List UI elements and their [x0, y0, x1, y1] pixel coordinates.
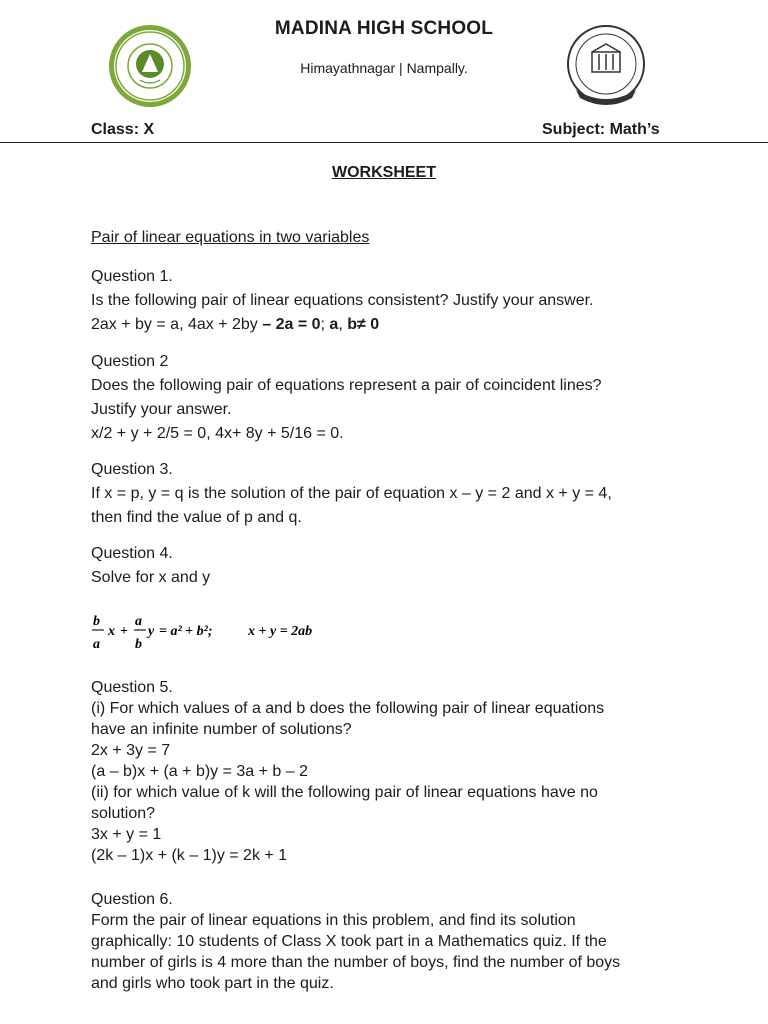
question-1 — [91, 266, 594, 335]
svg-text:b: b — [93, 614, 100, 629]
svg-text:y: y — [148, 624, 155, 639]
question-equation: 3x + y = 1 — [91, 826, 162, 843]
question-4 — [91, 543, 210, 588]
school-location: Himayathnagar | Nampally. — [300, 60, 468, 76]
question-2 — [91, 351, 602, 444]
question-text: and girls who took part in the quiz. — [91, 975, 334, 992]
class-label: Class: X — [91, 121, 155, 138]
svg-text:a: a — [135, 614, 142, 629]
svg-text:x: x — [108, 624, 115, 639]
svg-text:b: b — [135, 637, 142, 652]
subject-label: Subject: Math’s — [542, 121, 660, 138]
question-title: Question 1. — [91, 268, 173, 285]
question-text: If x = p, y = q is the solution of the pair of equation x – y = 2 and x + y = 4, — [91, 485, 612, 502]
question-text: Solve for x and y — [91, 569, 211, 586]
question-6 — [91, 889, 620, 994]
question-equation: 2x + 3y = 7 — [91, 742, 171, 759]
question-text: number of girls is 4 more than the number of boys, find the number of boys — [91, 954, 621, 971]
question-text: have an infinite number of solutions? — [91, 721, 352, 738]
svg-text:= a² + b²;: = a² + b²; — [159, 624, 213, 639]
equation-formula — [91, 608, 391, 654]
question-title: Question 6. — [91, 891, 173, 908]
school-logo-icon — [104, 24, 196, 108]
question-3 — [91, 459, 612, 528]
question-text: Is the following pair of linear equations consistent? Justify your answer. — [91, 292, 594, 309]
question-text: Justify your answer. — [91, 401, 232, 418]
question-text: graphically: 10 students of Class X took part in a Mathematics quiz. If the — [91, 933, 607, 950]
svg-text:x + y = 2ab: x + y = 2ab — [248, 624, 313, 639]
question-text: (ii) for which value of k will the following pair of linear equations have no — [91, 784, 598, 801]
question-equation: x/2 + y + 2/5 = 0, 4x+ 8y + 5/16 = 0. — [91, 425, 344, 442]
question-title: Question 4. — [91, 545, 173, 562]
question-title: Question 3. — [91, 461, 173, 478]
question-title: Question 2 — [91, 353, 169, 370]
question-text: Form the pair of linear equations in this problem, and find its solution — [91, 912, 576, 929]
svg-text:a: a — [93, 637, 100, 652]
header-divider — [0, 142, 768, 143]
question-5 — [91, 677, 604, 866]
question-text: (i) For which values of a and b does the following pair of linear equations — [91, 700, 605, 717]
worksheet-topic: Pair of linear equations in two variables — [91, 229, 370, 246]
question-equation: (a – b)x + (a + b)y = 3a + b – 2 — [91, 763, 309, 780]
svg-text:+: + — [120, 624, 128, 639]
question-title: Question 5. — [91, 679, 173, 696]
question-text: solution? — [91, 805, 156, 822]
school-name: MADINA HIGH SCHOOL — [274, 18, 494, 39]
board-logo-icon — [562, 24, 650, 108]
question-equation: 2ax + by = a, 4ax + 2by – 2a = 0; a, b≠ 0 — [91, 316, 380, 333]
worksheet-title: WORKSHEET — [332, 164, 436, 181]
question-text: Does the following pair of equations represent a pair of coincident lines? — [91, 377, 602, 394]
question-text: then find the value of p and q. — [91, 509, 302, 526]
question-equation: (2k – 1)x + (k – 1)y = 2k + 1 — [91, 847, 288, 864]
